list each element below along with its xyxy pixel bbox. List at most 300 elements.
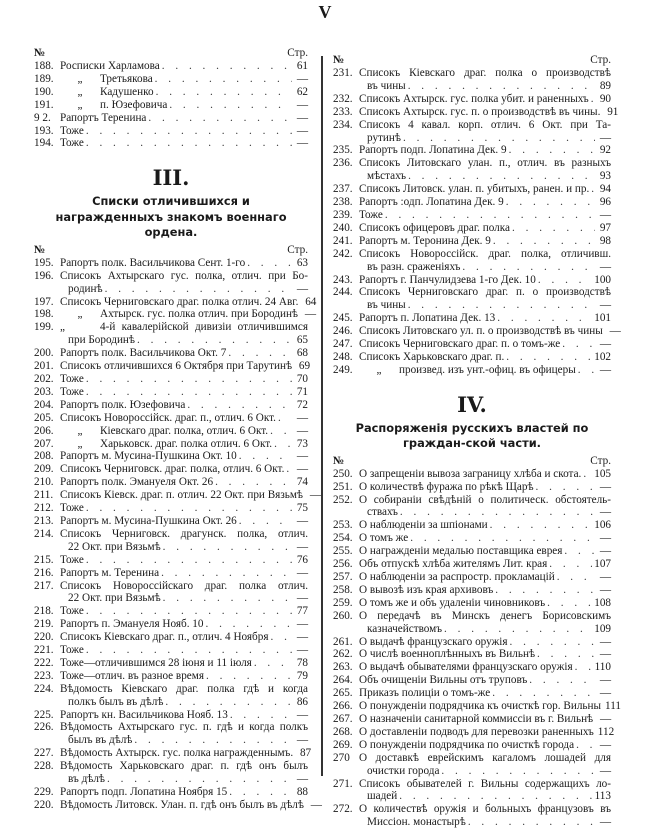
entry-page: — bbox=[296, 111, 308, 124]
entry-body bbox=[60, 295, 317, 309]
entry-continuation bbox=[60, 592, 308, 605]
entry-number: 229. bbox=[34, 786, 54, 798]
entry-number: 228. bbox=[34, 760, 54, 773]
entry-line bbox=[359, 286, 611, 299]
entry-body bbox=[60, 73, 308, 86]
entry-line bbox=[60, 99, 308, 112]
entry-number: 196. bbox=[34, 269, 54, 282]
number-header: № bbox=[34, 47, 46, 59]
entry-page: 61 bbox=[296, 60, 308, 72]
dot-leader bbox=[205, 618, 292, 631]
toc-entry bbox=[333, 93, 611, 106]
entry-text: Рапортъ полк. Юзефовича bbox=[60, 398, 186, 411]
entry-page: — bbox=[296, 514, 308, 527]
entry-title bbox=[60, 567, 159, 580]
entry-title bbox=[359, 519, 488, 532]
entry-page: 96 bbox=[599, 196, 611, 209]
entry-page: 97 bbox=[599, 221, 611, 234]
entry-text: О томъ же и объ удаленіи чиновниковъ bbox=[359, 596, 546, 609]
toc-entry bbox=[333, 519, 611, 532]
entry-page: — bbox=[304, 308, 317, 321]
entry-title bbox=[60, 502, 84, 515]
entry-line bbox=[359, 325, 621, 338]
dot-leader bbox=[441, 765, 595, 778]
entry-number: 197. bbox=[34, 295, 54, 308]
entry-title bbox=[359, 183, 589, 196]
entry-number: 211. bbox=[34, 489, 54, 502]
entry-body bbox=[359, 739, 611, 752]
entry-list bbox=[34, 256, 322, 812]
dot-leader bbox=[86, 137, 292, 150]
dot-leader bbox=[462, 261, 595, 274]
dot-leader bbox=[107, 773, 292, 786]
entry-page: — bbox=[599, 687, 611, 700]
toc-entry bbox=[34, 438, 308, 451]
column-header bbox=[34, 47, 308, 60]
entry-text: Рапортъ м. Теренина bbox=[60, 566, 160, 579]
entry-number: 205. bbox=[34, 411, 54, 424]
entry-text: Списокъ Ахтырск. гус. полка убит. и раненныхъ bbox=[359, 92, 589, 105]
entry-body bbox=[359, 196, 611, 209]
entry-line bbox=[359, 752, 611, 765]
entry-line bbox=[60, 360, 311, 373]
entry-continuation bbox=[359, 132, 611, 145]
dot-leader bbox=[163, 592, 292, 605]
entry-body bbox=[359, 274, 611, 287]
entry-page: 88 bbox=[296, 786, 308, 798]
toc-entry bbox=[333, 338, 611, 351]
entry-line bbox=[359, 222, 611, 235]
entry-page: — bbox=[296, 124, 308, 137]
entry-line bbox=[359, 519, 611, 532]
entry-text: Списокъ Кіевскаго драг. полка о производствѣ bbox=[359, 67, 611, 79]
entry-body bbox=[359, 248, 611, 274]
entry-text: О доставленіи подводъ для перевозки раненныхъ bbox=[359, 725, 594, 738]
dot-leader bbox=[408, 80, 595, 93]
entry-text: Тоже bbox=[60, 373, 84, 385]
toc-entry bbox=[333, 222, 611, 235]
entry-page: — bbox=[599, 299, 611, 312]
entry-body bbox=[60, 412, 308, 425]
entry-page: — bbox=[296, 72, 308, 85]
entry-text-continued: 22 Окт. при Вязьмѣ bbox=[68, 540, 161, 553]
entry-continuation bbox=[60, 283, 308, 296]
entry-text-continued: въ разн. сраженіяхъ bbox=[367, 260, 461, 273]
entry-title bbox=[60, 347, 226, 360]
entry-number: 206. bbox=[34, 424, 54, 437]
entry-page: 92 bbox=[599, 144, 611, 157]
toc-entry bbox=[333, 597, 611, 610]
ditto-mark: „ bbox=[77, 437, 83, 450]
entry-line bbox=[359, 674, 611, 687]
entry-number: 264. bbox=[333, 674, 353, 687]
entry-title bbox=[359, 248, 611, 260]
toc-entry bbox=[34, 683, 308, 709]
toc-entry bbox=[34, 308, 317, 321]
toc-entry bbox=[34, 760, 308, 786]
toc-entry bbox=[34, 489, 321, 502]
entry-body bbox=[60, 489, 321, 502]
entry-body bbox=[359, 610, 611, 636]
entry-text: Рапортъ кн. Васильчикова Нояб. 13 bbox=[60, 708, 228, 721]
entry-number: 239. bbox=[333, 208, 353, 221]
dot-leader bbox=[575, 661, 593, 674]
entry-text: Рапортъ г. Панчулидзева 1-го Дек. 10 bbox=[359, 273, 536, 286]
dot-leader bbox=[537, 648, 595, 661]
entry-body bbox=[359, 700, 621, 713]
dot-leader bbox=[591, 183, 595, 196]
entry-title bbox=[359, 222, 510, 235]
entry-page: — bbox=[609, 325, 621, 338]
entry-title bbox=[359, 713, 593, 726]
entry-text: О выдачѣ французскаго оружія bbox=[359, 635, 508, 648]
entry-body bbox=[60, 137, 308, 150]
dot-leader bbox=[564, 545, 595, 558]
toc-entry bbox=[34, 360, 311, 373]
entry-line bbox=[60, 476, 308, 489]
entry-number: 245. bbox=[333, 312, 353, 325]
dot-leader bbox=[228, 347, 292, 360]
toc-entry bbox=[333, 700, 621, 713]
entry-body bbox=[359, 803, 611, 829]
entry-text: Списокъ Кіевскаго драг. п., отлич. 4 Ноября bbox=[60, 631, 269, 644]
entry-text-continued: при Бородинѣ bbox=[68, 334, 135, 347]
entry-body bbox=[60, 644, 308, 657]
entry-body bbox=[60, 631, 308, 644]
entry-line bbox=[359, 364, 611, 377]
toc-entry bbox=[333, 67, 611, 93]
entry-text-continued: въ чины bbox=[367, 79, 406, 92]
dot-leader bbox=[495, 584, 595, 597]
entry-page: — bbox=[296, 98, 308, 111]
entry-body bbox=[359, 209, 611, 222]
entry-text-continued: родинѣ bbox=[68, 282, 103, 295]
entry-line bbox=[359, 725, 615, 739]
entry-page: — bbox=[309, 489, 321, 502]
toc-entry bbox=[333, 481, 611, 494]
entry-body bbox=[60, 798, 322, 812]
entry-number: 204. bbox=[34, 398, 54, 411]
ditto-mark: „ bbox=[376, 363, 382, 376]
entry-title bbox=[359, 545, 562, 558]
column-divider bbox=[321, 56, 323, 776]
entry-title bbox=[60, 528, 308, 540]
entry-number: 193. bbox=[34, 124, 54, 137]
entry-number: 188. bbox=[34, 60, 54, 72]
entry-number: 216. bbox=[34, 566, 54, 579]
dot-leader bbox=[492, 687, 595, 700]
dot-leader bbox=[578, 364, 595, 377]
toc-entry bbox=[34, 786, 308, 799]
entry-page: — bbox=[296, 631, 308, 644]
entry-text: О количествѣ фуража по рѣкѣ Щарѣ bbox=[359, 480, 534, 493]
entry-page: — bbox=[599, 674, 611, 687]
dot-leader bbox=[239, 450, 292, 463]
entry-number: 198. bbox=[34, 308, 54, 321]
entry-text: Объ отпускѣ хлѣба жителямъ Лит. края bbox=[359, 558, 548, 571]
entry-title bbox=[359, 196, 504, 209]
entry-line bbox=[359, 196, 611, 209]
page-header: Стр. bbox=[287, 243, 308, 256]
entry-text-continued: мѣстахъ bbox=[367, 170, 407, 183]
entry-line bbox=[60, 73, 308, 86]
entry-text: Тоже bbox=[60, 137, 84, 150]
entry-text: Рапортъ полк. Васильчикова Окт. 7 bbox=[60, 347, 227, 360]
entry-continuation bbox=[359, 170, 611, 183]
entry-title bbox=[359, 235, 491, 248]
entry-line bbox=[60, 786, 308, 799]
toc-entry bbox=[34, 709, 308, 722]
entry-page: — bbox=[296, 282, 308, 295]
dot-leader bbox=[497, 312, 592, 325]
entry-number: 215. bbox=[34, 553, 54, 566]
entry-body bbox=[60, 670, 308, 683]
entry-number: 236. bbox=[333, 157, 353, 170]
entry-text: Кіевскаго драг. полка, отлич. 6 Окт. bbox=[100, 424, 269, 437]
entry-line bbox=[359, 558, 611, 571]
entry-line bbox=[359, 803, 611, 816]
entry-page: — bbox=[296, 734, 308, 747]
dot-leader bbox=[510, 636, 595, 649]
entry-number: 227. bbox=[34, 747, 54, 760]
entry-body bbox=[359, 468, 611, 481]
entry-text: Тоже—отличившимся 28 іюня и 11 іюля bbox=[60, 656, 252, 669]
entry-line bbox=[60, 567, 308, 580]
entry-number: 190. bbox=[34, 85, 54, 98]
entry-number: 237. bbox=[333, 183, 353, 196]
entry-continuation bbox=[359, 506, 611, 519]
entry-continuation bbox=[359, 816, 611, 829]
entry-title bbox=[60, 270, 308, 282]
entry-text: Списокъ офицеровъ драг. полка bbox=[359, 221, 510, 234]
entry-number: 201. bbox=[34, 360, 54, 373]
ditto-mark: „ bbox=[77, 424, 83, 437]
entry-title bbox=[60, 60, 160, 73]
entry-text: О выдачѣ обывателями французскаго оружія bbox=[359, 661, 573, 674]
toc-entry bbox=[333, 532, 611, 545]
entry-title bbox=[60, 73, 153, 86]
dot-leader bbox=[278, 412, 292, 425]
entry-line bbox=[359, 571, 611, 584]
entry-page: — bbox=[296, 450, 308, 463]
entry-page: — bbox=[599, 363, 611, 376]
entry-continuation bbox=[359, 623, 611, 636]
entry-page: — bbox=[599, 583, 611, 596]
entry-body bbox=[359, 494, 611, 520]
entry-page: 111 bbox=[605, 700, 621, 713]
entry-number: 252. bbox=[333, 493, 353, 506]
entry-body bbox=[359, 725, 615, 739]
entry-title bbox=[359, 312, 495, 325]
dot-leader bbox=[490, 519, 593, 532]
entry-text: Рапортъ п. Лопатина Дек. 13 bbox=[359, 312, 496, 325]
page-number: V bbox=[318, 2, 332, 22]
section-numeral: IV. bbox=[457, 391, 487, 417]
entry-text: Приказъ полиціи о томъ-же bbox=[359, 687, 491, 700]
entry-number: 191. bbox=[34, 98, 54, 111]
entry-body bbox=[60, 580, 308, 606]
entry-number: 219. bbox=[34, 618, 54, 631]
entry-title bbox=[359, 325, 603, 338]
entry-body bbox=[60, 760, 308, 786]
entry-title bbox=[60, 670, 204, 683]
dot-leader bbox=[229, 786, 292, 799]
dot-leader bbox=[163, 541, 292, 554]
entry-line bbox=[359, 648, 611, 661]
entry-page: — bbox=[599, 545, 611, 558]
entry-number: 260. bbox=[333, 609, 353, 622]
entry-number: 256. bbox=[333, 558, 353, 571]
entry-page: — bbox=[296, 773, 308, 786]
entry-body bbox=[60, 721, 308, 747]
entry-text: О передачѣ въ Минскъ денегъ Борисовскимъ bbox=[359, 609, 611, 622]
entry-text-continued: очистки города bbox=[367, 764, 440, 777]
entry-body bbox=[60, 347, 308, 360]
entry-line bbox=[60, 86, 308, 99]
toc-entry bbox=[333, 468, 611, 481]
toc-entry bbox=[333, 674, 611, 687]
entry-line bbox=[359, 739, 611, 752]
dot-leader bbox=[270, 425, 292, 438]
toc-entry bbox=[34, 463, 308, 476]
entry-title bbox=[359, 481, 534, 494]
entry-body bbox=[60, 270, 308, 296]
toc-entry bbox=[333, 648, 611, 661]
entry-list bbox=[333, 467, 621, 829]
entry-body bbox=[359, 67, 611, 93]
entry-title bbox=[60, 425, 268, 438]
entry-page: — bbox=[296, 424, 308, 437]
entry-continuation bbox=[60, 773, 308, 786]
entry-line bbox=[60, 798, 322, 812]
toc-entry bbox=[34, 347, 308, 360]
entry-page: 69 bbox=[298, 360, 311, 373]
entry-page: — bbox=[296, 540, 308, 553]
entry-text: Тоже bbox=[60, 605, 84, 618]
entry-body bbox=[60, 438, 308, 451]
entry-line bbox=[60, 489, 321, 502]
entry-line bbox=[60, 295, 317, 309]
toc-entry bbox=[34, 295, 317, 309]
entry-text-continued: полкъ былъ въ дѣлѣ bbox=[68, 695, 164, 708]
entry-body bbox=[359, 661, 611, 674]
ditto-mark: „ bbox=[77, 85, 83, 98]
dot-leader bbox=[562, 338, 595, 351]
toc-entry bbox=[34, 618, 308, 631]
entry-title bbox=[60, 321, 308, 333]
dot-leader bbox=[165, 696, 292, 709]
entry-text: О награжденіи медалью поставщика еврея bbox=[359, 545, 563, 558]
toc-entry bbox=[34, 476, 308, 489]
toc-entry bbox=[34, 386, 308, 399]
dot-leader bbox=[408, 170, 595, 183]
entry-number: 261. bbox=[333, 635, 353, 648]
entry-title bbox=[60, 308, 298, 321]
entry-page: — bbox=[599, 648, 611, 661]
entry-line bbox=[60, 438, 308, 451]
entry-text: Рапортъ полк. Васильчикова Сент. 1-го bbox=[60, 256, 246, 269]
toc-entry bbox=[34, 450, 308, 463]
entry-page: 89 bbox=[599, 79, 611, 92]
entry-body bbox=[359, 105, 619, 119]
entry-text: Списокъ Ахтырскаго гус. полка, отлич. при Бо- bbox=[60, 269, 308, 282]
entry-title bbox=[60, 799, 304, 812]
entry-continuation bbox=[359, 80, 611, 93]
entry-line bbox=[359, 93, 611, 106]
entry-number: 272. bbox=[333, 803, 353, 816]
entry-title bbox=[60, 463, 284, 476]
entry-line bbox=[60, 308, 317, 321]
entry-body bbox=[60, 683, 308, 709]
entry-page: 109 bbox=[594, 622, 611, 635]
entry-page: 94 bbox=[599, 183, 611, 196]
toc-entry bbox=[34, 137, 308, 150]
entry-title bbox=[60, 618, 203, 631]
entry-line bbox=[359, 661, 611, 674]
toc-entry bbox=[333, 325, 621, 338]
page-header: Стр. bbox=[590, 54, 611, 66]
entry-number: 250. bbox=[333, 467, 353, 480]
entry-body bbox=[60, 476, 308, 489]
toc-entry bbox=[333, 235, 611, 248]
entry-body bbox=[60, 321, 308, 347]
entry-text: Третьякова bbox=[100, 72, 153, 85]
entry-title bbox=[60, 631, 269, 644]
entry-body bbox=[359, 481, 611, 494]
entry-text: Списокъ Литовскаго улан. п., отлич. въ разныхъ bbox=[359, 157, 611, 170]
entry-page: — bbox=[599, 338, 611, 351]
entry-text: Рапортъ м. Мусина-Пушкина Окт. 10 bbox=[60, 450, 237, 463]
entry-line bbox=[359, 248, 611, 261]
toc-entry bbox=[333, 157, 611, 183]
toc-entry bbox=[333, 286, 611, 312]
entry-line bbox=[359, 778, 611, 791]
dot-leader bbox=[274, 438, 292, 451]
entry-page: — bbox=[296, 411, 308, 424]
entry-page: — bbox=[599, 532, 611, 545]
entry-title bbox=[60, 657, 252, 670]
entry-number: 203. bbox=[34, 385, 54, 398]
entry-line bbox=[60, 463, 308, 476]
section-title: Списки отличившихся и награжденныхъ знакомъ военнаго ордена. bbox=[55, 194, 287, 240]
entry-page: 64 bbox=[305, 295, 317, 308]
entry-text-continued: былъ въ дѣлѣ bbox=[68, 734, 133, 747]
entry-body bbox=[359, 312, 611, 325]
entry-line bbox=[359, 494, 611, 507]
toc-entry bbox=[333, 119, 611, 145]
page-header: Стр. bbox=[590, 454, 611, 467]
entry-text: Тоже bbox=[359, 208, 383, 221]
toc-entry bbox=[34, 502, 308, 515]
entry-line bbox=[359, 545, 611, 558]
toc-entry bbox=[34, 257, 308, 270]
entry-continuation bbox=[60, 734, 308, 747]
entry-text: Списокъ Черниговскаго драг. полка отлич. 24 Авг. bbox=[60, 295, 299, 308]
entry-body bbox=[359, 222, 611, 235]
dot-leader bbox=[169, 99, 292, 112]
number-header: № bbox=[333, 54, 345, 66]
entry-body bbox=[359, 286, 611, 312]
entry-title bbox=[60, 580, 308, 592]
entry-text: Рапортъ Теренина bbox=[60, 111, 147, 124]
toc-entry bbox=[333, 713, 611, 726]
entry-line bbox=[359, 351, 611, 364]
entry-title bbox=[359, 597, 545, 610]
entry-text: Тоже bbox=[60, 502, 84, 515]
entry-text: Рапортъ м. Теронина Дек. 9 bbox=[359, 234, 491, 247]
entry-page: — bbox=[296, 592, 308, 605]
entry-number: 222. bbox=[34, 656, 54, 669]
